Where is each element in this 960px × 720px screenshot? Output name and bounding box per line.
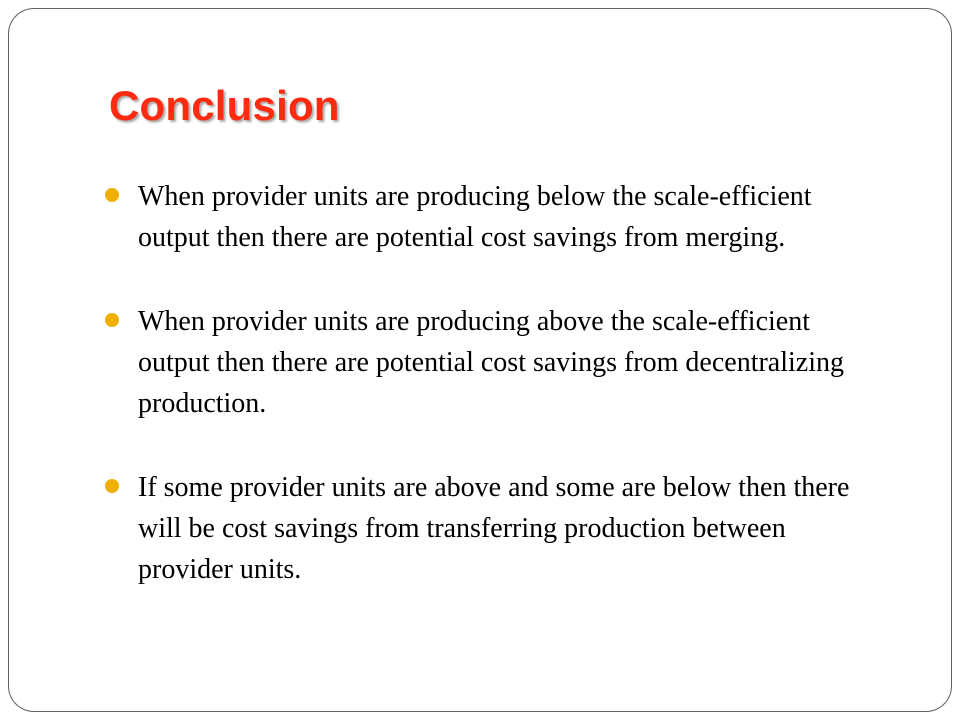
bullet-text: If some provider units are above and some are below then there will be cost savings from transferring production between provider units.	[138, 472, 850, 585]
bullet-list	[105, 176, 885, 590]
bullet-text: When provider units are producing below the scale-efficient output then there are potential cost savings from merging.	[138, 181, 812, 253]
bullet-dot-icon	[105, 313, 119, 327]
bullet-item	[105, 301, 885, 424]
slide-title: Conclusion	[109, 82, 340, 129]
bullet-dot-icon	[105, 188, 119, 202]
bullet-dot-icon	[105, 479, 119, 493]
bullet-text: When provider units are producing above the scale-efficient output then there are potential cost savings from decentralizing production.	[138, 306, 844, 419]
bullet-item	[105, 467, 885, 590]
bullet-item	[105, 176, 885, 258]
